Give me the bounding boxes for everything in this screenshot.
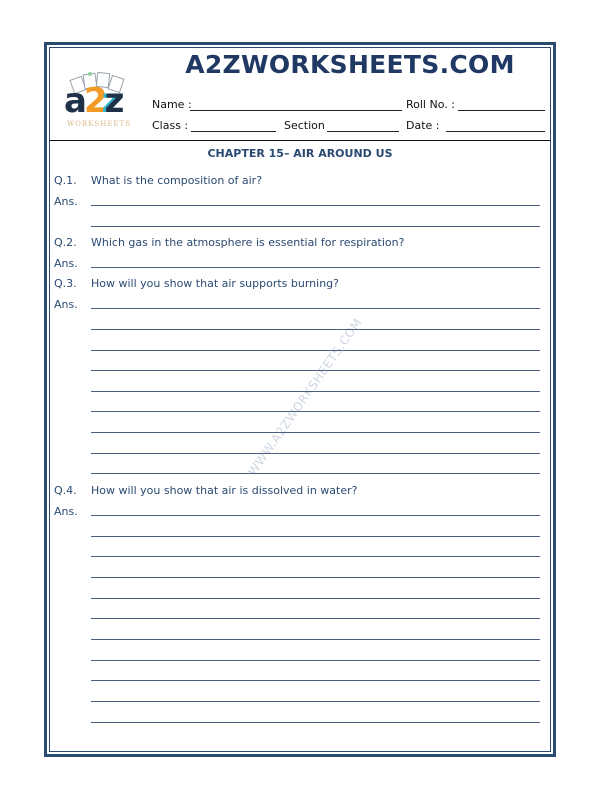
answer-line[interactable] xyxy=(91,473,540,474)
logo-tagline: WORKSHEETS xyxy=(66,120,132,128)
site-title: A2ZWORKSHEETS.COM xyxy=(185,50,515,79)
answer-label: Ans. xyxy=(54,195,78,208)
answer-line[interactable] xyxy=(91,577,540,578)
answer-line[interactable] xyxy=(91,556,540,557)
answer-line[interactable] xyxy=(91,432,540,433)
answer-line[interactable] xyxy=(91,350,540,351)
question-text: How will you show that air supports burning? xyxy=(91,277,340,290)
date-label: Date : xyxy=(406,119,440,132)
question-number: Q.4. xyxy=(54,484,77,497)
question-text: Which gas in the atmosphere is essential for respiration? xyxy=(91,236,405,249)
class-label: Class : xyxy=(152,119,189,132)
answer-line[interactable] xyxy=(91,515,540,516)
question-number: Q.3. xyxy=(54,277,77,290)
answer-line[interactable] xyxy=(91,598,540,599)
answer-line[interactable] xyxy=(91,370,540,371)
answer-line[interactable] xyxy=(91,411,540,412)
answer-line[interactable] xyxy=(91,722,540,723)
answer-line[interactable] xyxy=(91,701,540,702)
roll-no-label: Roll No. : xyxy=(406,98,455,111)
section-field[interactable] xyxy=(327,131,399,132)
answer-label: Ans. xyxy=(54,505,78,518)
answer-line[interactable] xyxy=(91,329,540,330)
question-text: How will you show that air is dissolved in water? xyxy=(91,484,358,497)
answer-line[interactable] xyxy=(91,660,540,661)
logo-letters xyxy=(64,81,122,121)
question-text: What is the composition of air? xyxy=(91,174,263,187)
answer-label: Ans. xyxy=(54,257,78,270)
date-field[interactable] xyxy=(446,131,545,132)
answer-line[interactable] xyxy=(91,639,540,640)
answer-line[interactable] xyxy=(91,618,540,619)
logo-letter-z: z xyxy=(104,81,122,121)
roll-no-field[interactable] xyxy=(458,110,545,111)
a2z-logo xyxy=(58,70,140,132)
watermark: WWW.A2ZWORKSHEETS.COM xyxy=(245,315,365,479)
answer-line[interactable] xyxy=(91,226,540,227)
chapter-title: CHAPTER 15– AIR AROUND US xyxy=(207,147,393,160)
answer-label: Ans. xyxy=(54,298,78,311)
logo-letter-2: 2 xyxy=(83,81,105,121)
question-number: Q.1. xyxy=(54,174,77,187)
name-label: Name : xyxy=(152,98,192,111)
header-divider xyxy=(50,140,550,141)
answer-line[interactable] xyxy=(91,267,540,268)
section-label: Section xyxy=(284,119,325,132)
answer-line[interactable] xyxy=(91,391,540,392)
answer-line[interactable] xyxy=(91,308,540,309)
answer-line[interactable] xyxy=(91,680,540,681)
name-field[interactable] xyxy=(190,110,402,111)
logo-letter-a: a xyxy=(64,81,84,121)
answer-line[interactable] xyxy=(91,453,540,454)
question-number: Q.2. xyxy=(54,236,77,249)
answer-line[interactable] xyxy=(91,536,540,537)
class-field[interactable] xyxy=(191,131,276,132)
answer-line[interactable] xyxy=(91,205,540,206)
